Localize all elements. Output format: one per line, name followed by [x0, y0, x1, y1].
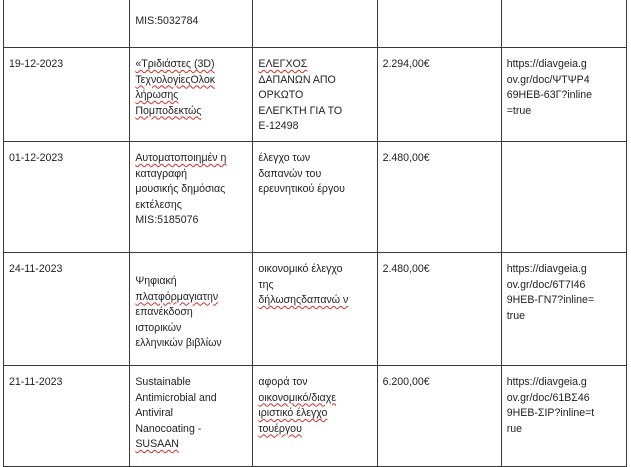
amount-cell: 2.480,00€	[377, 142, 501, 253]
cell-text-line: Sustainable	[135, 376, 191, 388]
cell-text-line: ΕΛΕΓΚΤΗ ΓΙΑ ΤΟ	[258, 104, 343, 117]
date-cell	[4, 0, 130, 48]
cell-text-line: δαπανών του	[258, 167, 322, 180]
cell-text-line: Antimicrobial and	[135, 391, 217, 404]
project-title-cell	[130, 48, 253, 142]
cell-text-line: εκτέλεσης	[135, 198, 182, 211]
table-row	[4, 366, 627, 467]
date-cell: 19-12-2023	[4, 48, 130, 142]
cell-text-line: Ψηφιακή	[135, 275, 177, 287]
cell-text-line: ελληνικών βιβλίων	[135, 337, 222, 349]
spelling-underline: πλατφόρμαγιατην	[135, 290, 219, 303]
project-title-cell	[130, 142, 253, 253]
cell-text-line	[135, 290, 246, 306]
description-cell	[253, 48, 377, 142]
cell-text-line	[135, 57, 246, 73]
cell-text-line	[135, 151, 246, 167]
cell-text-line: ΔΑΠΑΝΩΝ ΑΠΟ	[258, 73, 336, 86]
cell-text-line: ιστορικών	[135, 321, 182, 334]
link-cell[interactable]	[501, 253, 626, 366]
cell-text-line: ov.gr/doc/6Τ7Ι46	[506, 278, 586, 291]
cell-text-line: καταγραφή	[135, 167, 188, 180]
date-cell: 21-11-2023	[4, 366, 130, 467]
cell-text-line: έλεγχο των	[258, 152, 311, 164]
cell-text-line: MIS:5185076	[135, 214, 199, 226]
cell-text-line: επανέκδοση	[135, 306, 193, 318]
amount-cell: 2.480,00€	[377, 253, 501, 366]
cell-text-line: 69ΗΕΒ-63Γ?inline	[506, 89, 593, 101]
cell-text-line: ov.gr/doc/61ΒΣ46	[506, 391, 590, 404]
description-cell	[253, 142, 377, 253]
cell-text-line: μουσικής δημόσιας	[135, 183, 226, 195]
cell-text-line: https://diavgeia.g	[506, 58, 587, 70]
cell-text-line: αφορά τον	[258, 376, 308, 388]
amount-cell	[377, 0, 501, 48]
link-cell	[501, 142, 626, 253]
cell-text-line: Nanocoating -	[135, 422, 202, 435]
spelling-underline: Πομποδεκτώς	[135, 104, 202, 117]
cell-text-line: 9ΗΕΒ-ΓΝ7?inline=	[506, 294, 595, 306]
cell-text-line	[135, 437, 246, 453]
cell-text-line: ov.gr/doc/ΨΤΨΡ4	[506, 73, 590, 86]
spelling-underline: ΕΛΕΓΧΟΣ	[258, 58, 308, 70]
cell-text-line: true	[506, 309, 525, 322]
project-title-cell	[130, 0, 253, 48]
cell-text-line: οικονομικό έλεγχο	[258, 263, 343, 275]
cell-text-line	[258, 293, 370, 309]
cell-text-line: 9ΗΕΒ-ΣΙΡ?inline=t	[506, 407, 595, 419]
cell-text-line: =true	[506, 104, 532, 117]
project-title-cell	[130, 253, 253, 366]
spelling-underline: δήλωσηςδαπανώ ν	[258, 294, 349, 306]
spelling-underline: «Τριδιάστες (3D)	[135, 58, 215, 70]
description-cell	[253, 253, 377, 366]
cell-text-line	[258, 406, 370, 422]
cell-text-line: της	[258, 278, 274, 291]
description-cell	[253, 366, 377, 467]
cell-text-line: MIS:5032784	[135, 15, 199, 27]
table-row	[4, 253, 627, 366]
amount-cell: 2.294,00€	[377, 48, 501, 142]
spelling-underline: οικονομικό/διαχε	[258, 391, 337, 404]
cell-text-line	[135, 88, 246, 104]
description-cell	[253, 0, 377, 48]
date-cell: 24-11-2023	[4, 253, 130, 366]
table-row	[4, 48, 627, 142]
cell-text-line	[258, 57, 370, 73]
spelling-underline: Αυτοματοποιημέν η	[135, 152, 227, 164]
cell-text-line: Antiviral	[135, 407, 174, 419]
expenses-table	[3, 0, 627, 467]
spelling-underline: λήρωσης	[135, 89, 179, 101]
cell-text-line: https://diavgeia.g	[506, 263, 587, 275]
spelling-underline: ιριστικό έλεγχο	[258, 407, 328, 419]
cell-text-line	[258, 391, 370, 407]
table-row	[4, 0, 627, 48]
spelling-underline: SUSAAN	[135, 438, 179, 450]
table-row	[4, 142, 627, 253]
link-cell	[501, 0, 626, 48]
spelling-underline: ΤεχνολογίεςΟλοκ	[135, 73, 216, 86]
cell-text-line: rue	[506, 422, 523, 435]
spelling-underline: τουέργου	[258, 422, 302, 435]
cell-text-line	[135, 73, 246, 89]
cell-text-line	[135, 104, 246, 120]
cell-text-line: ΟΡΚΩΤΟ	[258, 89, 304, 101]
project-title-cell	[130, 366, 253, 467]
cell-text-line: https://diavgeia.g	[506, 376, 587, 388]
cell-text-line: Ε-12498	[258, 120, 299, 132]
amount-cell: 6.200,00€	[377, 366, 501, 467]
cell-text-line	[258, 422, 370, 438]
link-cell[interactable]	[501, 366, 626, 467]
date-cell: 01-12-2023	[4, 142, 130, 253]
cell-text-line: ερευνητικού έργου	[258, 183, 345, 195]
link-cell[interactable]	[501, 48, 626, 142]
